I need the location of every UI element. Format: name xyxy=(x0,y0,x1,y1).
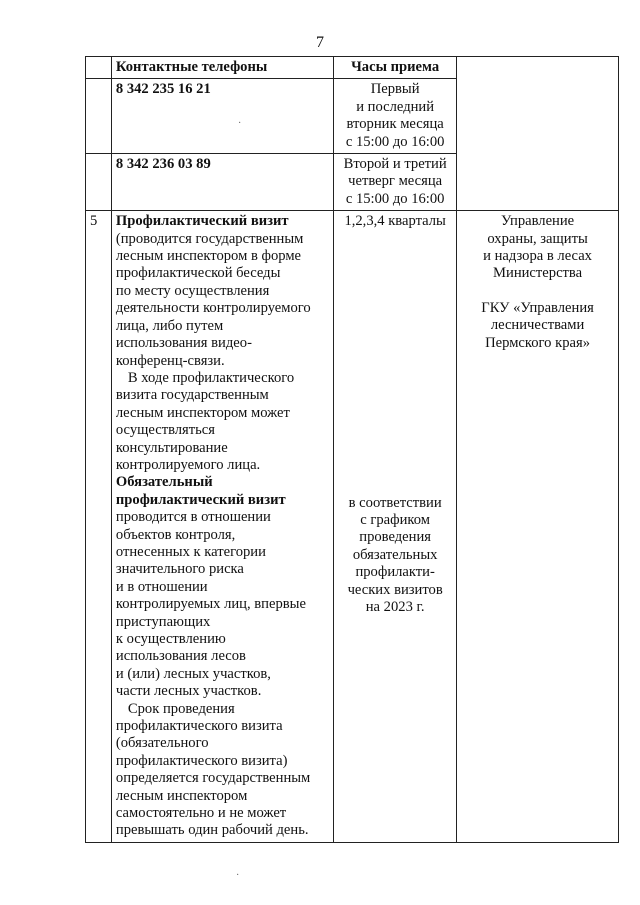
empty-num-cell xyxy=(86,79,112,154)
text-line: и последний xyxy=(356,98,435,115)
scan-speck: · xyxy=(238,118,242,129)
header-contacts: Контактные телефоны xyxy=(111,57,333,79)
text-line: превышать один рабочий день. xyxy=(115,822,309,839)
text-line: (обязательного xyxy=(115,735,209,752)
text-line: четверг месяца xyxy=(348,173,443,190)
text-line: и надзора в лесах xyxy=(483,248,592,265)
row-number: 5 xyxy=(86,211,112,843)
text-line: с 15:00 до 16:00 xyxy=(345,133,445,150)
visit-title: Профилактический визит xyxy=(115,213,289,230)
text-line: лесничествами xyxy=(490,317,585,334)
visit-description-cell xyxy=(111,211,333,843)
text-line: профилактического визита) xyxy=(115,752,288,769)
table-row-5 xyxy=(86,211,619,843)
header-dept-cell xyxy=(457,57,619,211)
mandatory-title: Обязательный xyxy=(115,474,213,491)
text-line: ГКУ «Управления xyxy=(481,299,594,316)
text-line: охраны, защиты xyxy=(487,230,588,247)
page-number: 7 xyxy=(316,34,324,51)
text-line: Срок проведения xyxy=(127,700,235,717)
text-line: использования видео- xyxy=(115,335,252,352)
text-line: и (или) лесных участков, xyxy=(115,665,271,682)
text-line: контролируемых лиц, впервые xyxy=(115,596,306,613)
phone-cell: 8 342 235 16 21 xyxy=(111,79,333,154)
scan-speck: · xyxy=(236,870,240,881)
text-line: и в отношении xyxy=(115,578,208,595)
hours-cell xyxy=(334,79,457,154)
text-line: использования лесов xyxy=(115,648,246,665)
header-hours: Часы приема xyxy=(334,57,457,79)
text-line: проведения xyxy=(359,529,431,546)
text-line: части лесных участков. xyxy=(115,683,262,700)
text-line: Второй и третий xyxy=(343,156,447,173)
text-line: консультирование xyxy=(115,439,228,456)
text-line: ческих визитов xyxy=(347,581,443,598)
text-line: лесным инспектором может xyxy=(115,404,290,421)
text-line: отнесенных к категории xyxy=(115,543,266,560)
text-line: конференц-связи. xyxy=(115,352,225,369)
text-line: значительного риска xyxy=(115,561,244,578)
mandatory-title: профилактический визит xyxy=(115,491,286,508)
text-line: деятельности контролируемого xyxy=(115,300,311,317)
text-line: в соответствии xyxy=(348,494,442,511)
text-line: обязательных xyxy=(352,546,438,563)
visit-hours-cell xyxy=(334,211,457,843)
empty-num-cell xyxy=(86,154,112,211)
text-line: с графиком xyxy=(360,512,431,529)
text-line: самостоятельно и не может xyxy=(115,805,287,822)
text-line: вторник месяца xyxy=(346,116,444,133)
text-line: лесным инспектором xyxy=(115,787,248,804)
text-line: проводится в отношении xyxy=(115,509,271,526)
quarters-text: 1,2,3,4 кварталы xyxy=(344,213,446,230)
text-line: с 15:00 до 16:00 xyxy=(345,190,445,207)
text-line: В ходе профилактического xyxy=(127,369,295,386)
text-line: лесным инспектором в форме xyxy=(115,248,302,265)
text-line: контролируемого лица. xyxy=(115,456,261,473)
text-line: приступающих xyxy=(115,613,211,630)
text-line: профилакти- xyxy=(355,564,435,581)
text-line: на 2023 г. xyxy=(365,599,425,616)
hours-cell xyxy=(334,154,457,211)
text-line: (проводится государственным xyxy=(115,230,304,247)
text-line: к осуществлению xyxy=(115,631,226,647)
text-line: определяется государственным xyxy=(115,770,311,787)
text-line: по месту осуществления xyxy=(115,282,270,299)
text-line: осуществляться xyxy=(115,422,215,439)
text-line: лица, либо путем xyxy=(115,317,224,334)
text-line: профилактической беседы xyxy=(115,265,281,282)
text-line: объектов контроля, xyxy=(115,526,236,543)
visit-dept-cell xyxy=(457,211,619,843)
text-line: Управление xyxy=(500,213,575,230)
header-empty-cell xyxy=(86,57,112,79)
text-line: визита государственным xyxy=(115,387,269,404)
table-header-row xyxy=(86,57,619,79)
text-line: Министерства xyxy=(493,265,583,282)
text-line: Пермского края» xyxy=(485,334,591,351)
text-line: Первый xyxy=(370,81,420,98)
phone-cell: 8 342 236 03 89 xyxy=(111,154,333,211)
text-line: профилактического визита xyxy=(115,718,283,735)
document-table xyxy=(85,56,619,843)
